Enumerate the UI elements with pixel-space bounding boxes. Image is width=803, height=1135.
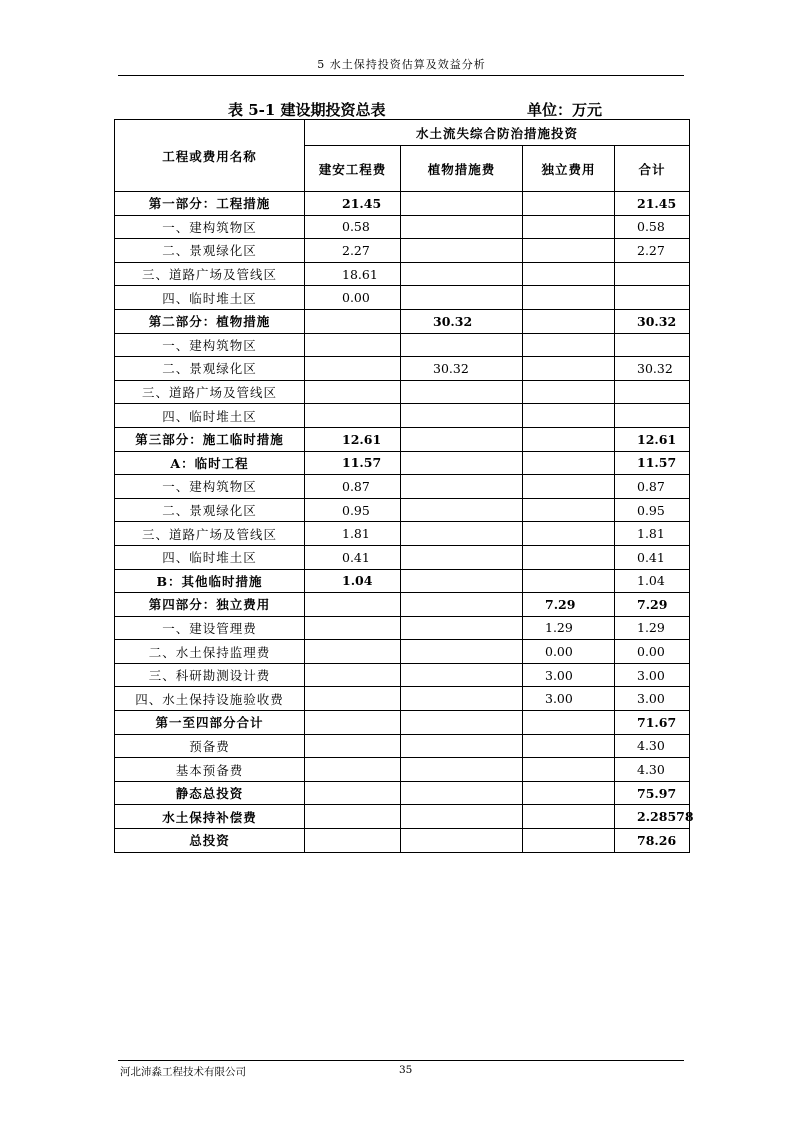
table-row <box>115 239 690 263</box>
table-row <box>115 215 690 239</box>
row-name-cell: 第四部分：独立费用 <box>115 593 305 617</box>
value-cell <box>401 711 523 735</box>
value-cell: 2.27 <box>615 239 690 263</box>
row-name-cell: 第二部分：植物措施 <box>115 309 305 333</box>
row-name-cell: 四、临时堆土区 <box>115 286 305 310</box>
row-name-cell: 三、道路广场及管线区 <box>115 380 305 404</box>
value-cell: 3.00 <box>615 687 690 711</box>
value-cell <box>523 522 615 546</box>
table-row <box>115 475 690 499</box>
value-cell <box>523 239 615 263</box>
table-row <box>115 333 690 357</box>
row-name-cell: 四、临时堆土区 <box>115 404 305 428</box>
header-rule <box>118 75 684 76</box>
value-cell <box>401 239 523 263</box>
row-name-cell: 四、水土保持设施验收费 <box>115 687 305 711</box>
row-name-cell: 二、景观绿化区 <box>115 357 305 381</box>
value-cell <box>305 616 401 640</box>
row-name-cell: 第一至四部分合计 <box>115 711 305 735</box>
value-cell: 11.57 <box>305 451 401 475</box>
row-name-cell: 一、建构筑物区 <box>115 333 305 357</box>
value-cell <box>401 805 523 829</box>
value-cell <box>523 215 615 239</box>
value-cell <box>615 286 690 310</box>
value-cell <box>523 357 615 381</box>
row-name-cell: 三、科研勘测设计费 <box>115 663 305 687</box>
value-cell <box>401 380 523 404</box>
value-cell: 11.57 <box>615 451 690 475</box>
row-name-cell: 一、建构筑物区 <box>115 215 305 239</box>
row-name-cell: 第三部分：施工临时措施 <box>115 427 305 451</box>
value-cell <box>401 498 523 522</box>
value-cell <box>523 498 615 522</box>
value-cell <box>305 357 401 381</box>
value-cell: 0.87 <box>615 475 690 499</box>
table-row <box>115 758 690 782</box>
value-cell <box>523 734 615 758</box>
value-cell <box>401 427 523 451</box>
value-cell: 0.58 <box>305 215 401 239</box>
investment-table <box>114 119 694 853</box>
row-name-cell: 二、景观绿化区 <box>115 239 305 263</box>
row-name-cell: 第一部分：工程措施 <box>115 192 305 216</box>
value-cell: 2.28578 <box>615 805 690 829</box>
row-name-cell: 一、建设管理费 <box>115 616 305 640</box>
table-row <box>115 380 690 404</box>
value-cell <box>401 404 523 428</box>
value-cell: 3.00 <box>523 663 615 687</box>
value-cell <box>401 663 523 687</box>
row-name-cell: 三、道路广场及管线区 <box>115 522 305 546</box>
value-cell <box>401 522 523 546</box>
value-cell <box>523 404 615 428</box>
value-cell <box>401 829 523 853</box>
value-cell: 1.29 <box>523 616 615 640</box>
table-unit: 单位：万元 <box>527 101 603 119</box>
value-cell <box>305 758 401 782</box>
value-cell: 4.30 <box>615 734 690 758</box>
table-row <box>115 616 690 640</box>
table-row <box>115 357 690 381</box>
value-cell <box>401 545 523 569</box>
value-cell <box>305 333 401 357</box>
table-row <box>115 711 690 735</box>
value-cell <box>523 781 615 805</box>
table-body <box>115 192 694 853</box>
table-row <box>115 569 690 593</box>
table-row <box>115 545 690 569</box>
value-cell <box>523 805 615 829</box>
table-row <box>115 734 690 758</box>
value-cell <box>401 333 523 357</box>
value-cell <box>523 711 615 735</box>
row-name-cell: 一、建构筑物区 <box>115 475 305 499</box>
row-name-cell: 预备费 <box>115 734 305 758</box>
value-cell <box>401 475 523 499</box>
value-cell <box>305 404 401 428</box>
column-header: 建安工程费 <box>305 146 401 192</box>
value-cell: 1.04 <box>615 569 690 593</box>
table-row <box>115 498 690 522</box>
table-title-row <box>0 99 803 119</box>
value-cell <box>305 781 401 805</box>
row-name-cell: 四、临时堆土区 <box>115 545 305 569</box>
value-cell <box>523 309 615 333</box>
table-row <box>115 781 690 805</box>
value-cell <box>615 380 690 404</box>
header-name-cell: 工程或费用名称 <box>115 120 305 192</box>
row-name-cell: 总投资 <box>115 829 305 853</box>
value-cell <box>615 262 690 286</box>
value-cell: 12.61 <box>615 427 690 451</box>
table-title: 表 5-1 建设期投资总表 <box>228 101 386 119</box>
value-cell <box>615 404 690 428</box>
running-header: 5 水土保持投资估算及效益分析 <box>317 58 486 71</box>
value-cell <box>401 451 523 475</box>
column-header: 合计 <box>615 146 690 192</box>
value-cell <box>401 687 523 711</box>
value-cell <box>523 192 615 216</box>
value-cell: 0.00 <box>305 286 401 310</box>
header-group-cell: 水土流失综合防治措施投资 <box>305 120 690 146</box>
row-name-cell: 二、景观绿化区 <box>115 498 305 522</box>
row-name-cell: 水土保持补偿费 <box>115 805 305 829</box>
value-cell <box>615 333 690 357</box>
value-cell <box>523 569 615 593</box>
value-cell: 1.81 <box>305 522 401 546</box>
value-cell <box>523 262 615 286</box>
table-row <box>115 192 690 216</box>
value-cell: 0.58 <box>615 215 690 239</box>
value-cell <box>401 192 523 216</box>
value-cell: 0.00 <box>523 640 615 664</box>
value-cell <box>305 805 401 829</box>
column-header: 独立费用 <box>523 146 615 192</box>
value-cell: 0.95 <box>615 498 690 522</box>
value-cell: 78.26 <box>615 829 690 853</box>
value-cell: 7.29 <box>523 593 615 617</box>
table-row <box>115 451 690 475</box>
row-name-cell: 静态总投资 <box>115 781 305 805</box>
footer-company: 河北沛淼工程技术有限公司 <box>120 1066 246 1078</box>
value-cell <box>523 286 615 310</box>
value-cell <box>401 286 523 310</box>
value-cell <box>305 687 401 711</box>
table-row <box>115 640 690 664</box>
value-cell <box>305 593 401 617</box>
value-cell: 1.81 <box>615 522 690 546</box>
value-cell <box>401 215 523 239</box>
value-cell: 21.45 <box>615 192 690 216</box>
value-cell: 75.97 <box>615 781 690 805</box>
value-cell <box>401 734 523 758</box>
column-header: 植物措施费 <box>401 146 523 192</box>
table-row <box>115 404 690 428</box>
value-cell <box>401 781 523 805</box>
value-cell <box>523 475 615 499</box>
row-name-cell: A：临时工程 <box>115 451 305 475</box>
value-cell <box>523 758 615 782</box>
value-cell <box>401 593 523 617</box>
row-name-cell: 三、道路广场及管线区 <box>115 262 305 286</box>
value-cell: 4.30 <box>615 758 690 782</box>
value-cell <box>401 758 523 782</box>
value-cell <box>523 545 615 569</box>
value-cell <box>305 380 401 404</box>
value-cell: 0.87 <box>305 475 401 499</box>
value-cell: 30.32 <box>401 309 523 333</box>
value-cell: 3.00 <box>615 663 690 687</box>
value-cell: 0.41 <box>615 545 690 569</box>
table-row <box>115 427 690 451</box>
value-cell: 0.41 <box>305 545 401 569</box>
table-row <box>115 687 690 711</box>
value-cell: 0.00 <box>615 640 690 664</box>
value-cell: 3.00 <box>523 687 615 711</box>
table-row <box>115 663 690 687</box>
page-number: 35 <box>399 1064 413 1076</box>
table-row <box>115 309 690 333</box>
value-cell: 21.45 <box>305 192 401 216</box>
value-cell <box>401 640 523 664</box>
value-cell: 18.61 <box>305 262 401 286</box>
row-name-cell: 二、水土保持监理费 <box>115 640 305 664</box>
value-cell <box>523 427 615 451</box>
value-cell <box>523 451 615 475</box>
value-cell <box>305 734 401 758</box>
value-cell <box>401 569 523 593</box>
value-cell: 1.04 <box>305 569 401 593</box>
value-cell <box>401 616 523 640</box>
value-cell: 30.32 <box>615 357 690 381</box>
table-row <box>115 286 690 310</box>
value-cell <box>305 829 401 853</box>
value-cell: 71.67 <box>615 711 690 735</box>
row-name-cell: 基本预备费 <box>115 758 305 782</box>
value-cell: 7.29 <box>615 593 690 617</box>
table-row <box>115 262 690 286</box>
table-row <box>115 593 690 617</box>
value-cell <box>305 663 401 687</box>
value-cell <box>523 333 615 357</box>
value-cell <box>305 309 401 333</box>
row-name-cell: B：其他临时措施 <box>115 569 305 593</box>
value-cell: 30.32 <box>401 357 523 381</box>
footer-rule <box>118 1060 684 1061</box>
value-cell: 1.29 <box>615 616 690 640</box>
value-cell: 2.27 <box>305 239 401 263</box>
value-cell <box>401 262 523 286</box>
table-row <box>115 805 690 829</box>
value-cell <box>523 380 615 404</box>
table-row <box>115 829 690 853</box>
value-cell <box>305 640 401 664</box>
value-cell: 0.95 <box>305 498 401 522</box>
value-cell: 30.32 <box>615 309 690 333</box>
value-cell <box>305 711 401 735</box>
value-cell <box>523 829 615 853</box>
value-cell: 12.61 <box>305 427 401 451</box>
table-row <box>115 522 690 546</box>
